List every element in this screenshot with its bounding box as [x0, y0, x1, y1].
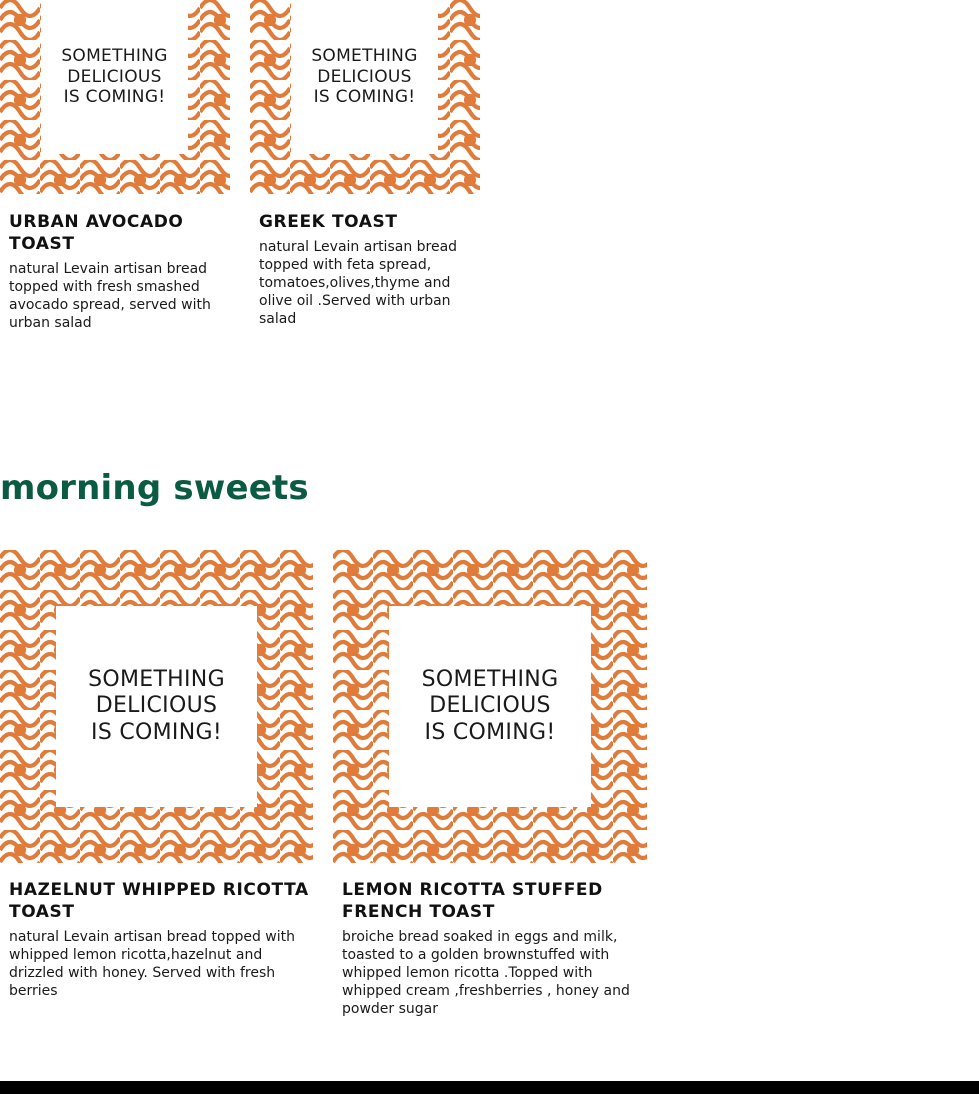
item-name: LEMON RICOTTA STUFFED FRENCH TOAST — [342, 880, 603, 922]
menu-item-card[interactable] — [0, 0, 230, 194]
item-name: HAZELNUT WHIPPED RICOTTA TOAST — [9, 880, 309, 922]
item-image-placeholder — [0, 0, 230, 194]
placeholder-message: SOMETHING DELICIOUS IS COMING! — [421, 666, 559, 745]
footer-bar — [0, 1081, 979, 1094]
item-image-placeholder — [333, 550, 647, 863]
item-description: natural Levain artisan bread topped with fresh smashed avocado spread, served with urban salad — [9, 261, 211, 331]
item-image-placeholder — [0, 550, 313, 863]
placeholder-message: SOMETHING DELICIOUS IS COMING! — [88, 666, 225, 745]
menu-item-card[interactable] — [333, 550, 647, 863]
item-name: GREEK TOAST — [259, 212, 398, 232]
item-image-placeholder — [250, 0, 480, 194]
menu-item-card[interactable] — [0, 550, 313, 863]
placeholder-message: SOMETHING DELICIOUS IS COMING! — [311, 46, 418, 108]
item-description: natural Levain artisan bread topped with whipped lemon ricotta,hazelnut and drizzled with honey. Served with fresh berries — [9, 929, 295, 999]
placeholder-message: SOMETHING DELICIOUS IS COMING! — [61, 46, 168, 108]
item-name: URBAN AVOCADO TOAST — [9, 212, 184, 254]
section-title: morning sweets — [0, 468, 309, 508]
item-description: natural Levain artisan bread topped with feta spread, tomatoes,olives,thyme and olive oil .Served with urban salad — [259, 239, 458, 327]
item-description: broiche bread soaked in eggs and milk, toasted to a golden brownstuffed with whipped lemon ricotta .Topped with whipped cream ,freshberries , honey and powder sugar — [342, 929, 630, 1017]
menu-item-card[interactable] — [250, 0, 480, 194]
